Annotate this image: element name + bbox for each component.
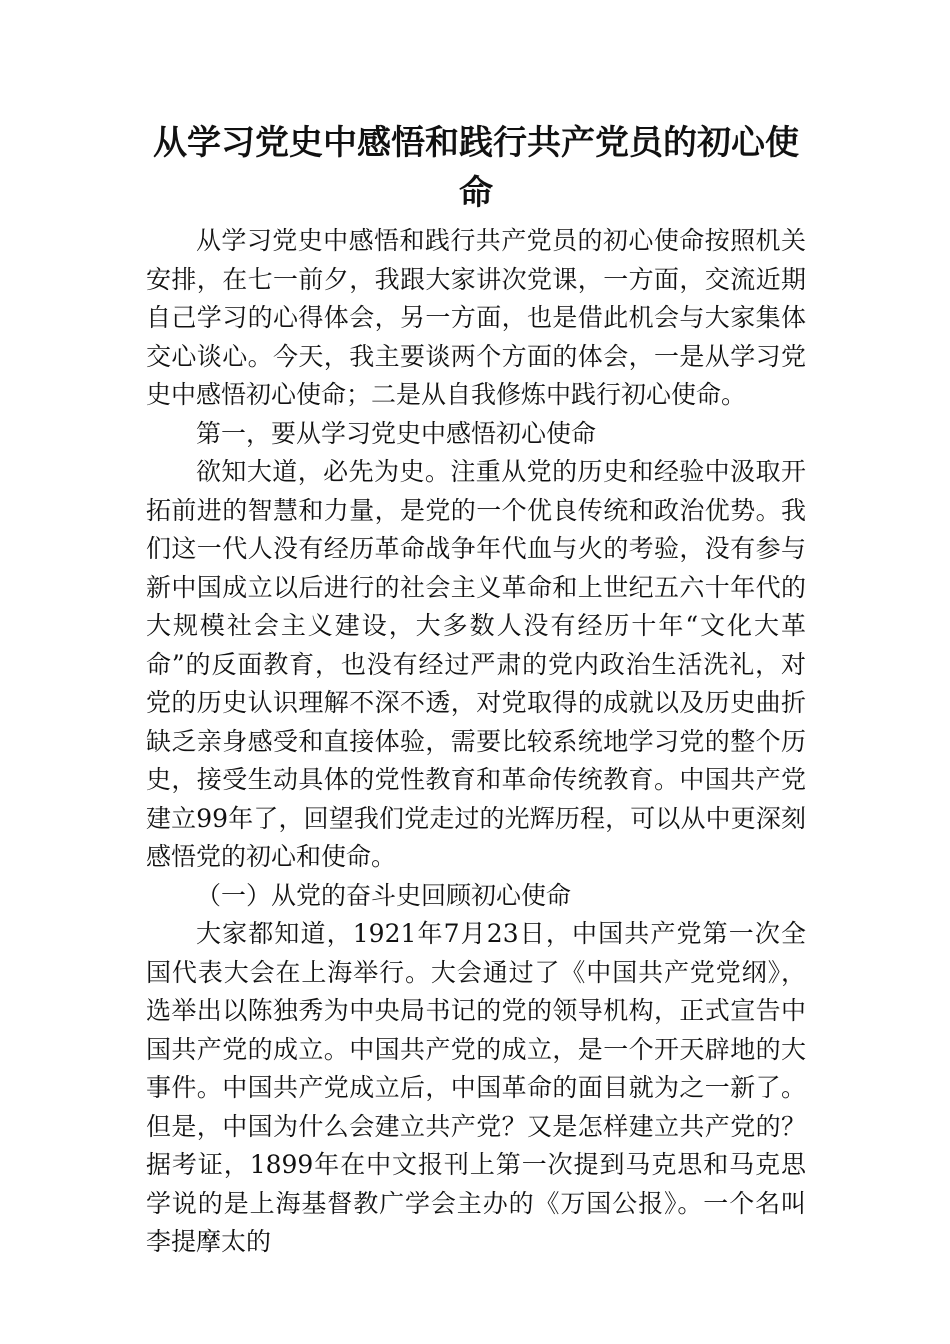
subsection-heading-1: （一）从党的奋斗史回顾初心使命 [196,880,572,910]
paragraph-founding: 大家都知道，1921年7月23日，中国共产党第一次全国代表大会在上海举行。大会通过了《中国共产党党纲》，选举出以陈独秀为中央局书记的党的领导机构，正式宣告中国共产党的成立。中国共产党的成立，是一个开天辟地的大事件。中国共产党成立后，中国革命的面目就为之一新了。但是，中国为什么会建立共产党？又是怎样建立共产党的？据考证，1899年在中文报刊上第一次提到马克思和马克思学说的是上海基督教广学会主办的《万国公报》。一个名叫李提摩太的 [146,919,806,1256]
paragraph-intro: 从学习党史中感悟和践行共产党员的初心使命按照机关安排，在七一前夕，我跟大家讲次党课，一方面，交流近期自己学习的心得体会，另一方面，也是借此机会与大家集体交心谈心。今天，我主要谈两个方面的体会，一是从学习党史中感悟初心使命；二是从自我修炼中践行初心使命。 [146,226,806,409]
section-heading-1: 第一，要从学习党史中感悟初心使命 [196,418,597,448]
document-title: 从学习党史中感悟和践行共产党员的初心使命 [153,123,799,213]
paragraph-history: 欲知大道，必先为史。注重从党的历史和经验中汲取开拓前进的智慧和力量，是党的一个优良传统和政治优势。我们这一代人没有经历革命战争年代血与火的考验，没有参与新中国成立以后进行的社会主义革命和上世纪五六十年代的大规模社会主义建设，大多数人没有经历十年“文化大革命”的反面教育，也没有经过严肃的党内政治生活洗礼，对党的历史认识理解不深不透，对党取得的成就以及历史曲折缺乏亲身感受和直接体验，需要比较系统地学习党的整个历史，接受生动具体的党性教育和革命传统教育。中国共产党建立99年了，回望我们党走过的光辉历程，可以从中更深刻感悟党的初心和使命。 [146,457,806,871]
document-body [146,222,806,1262]
